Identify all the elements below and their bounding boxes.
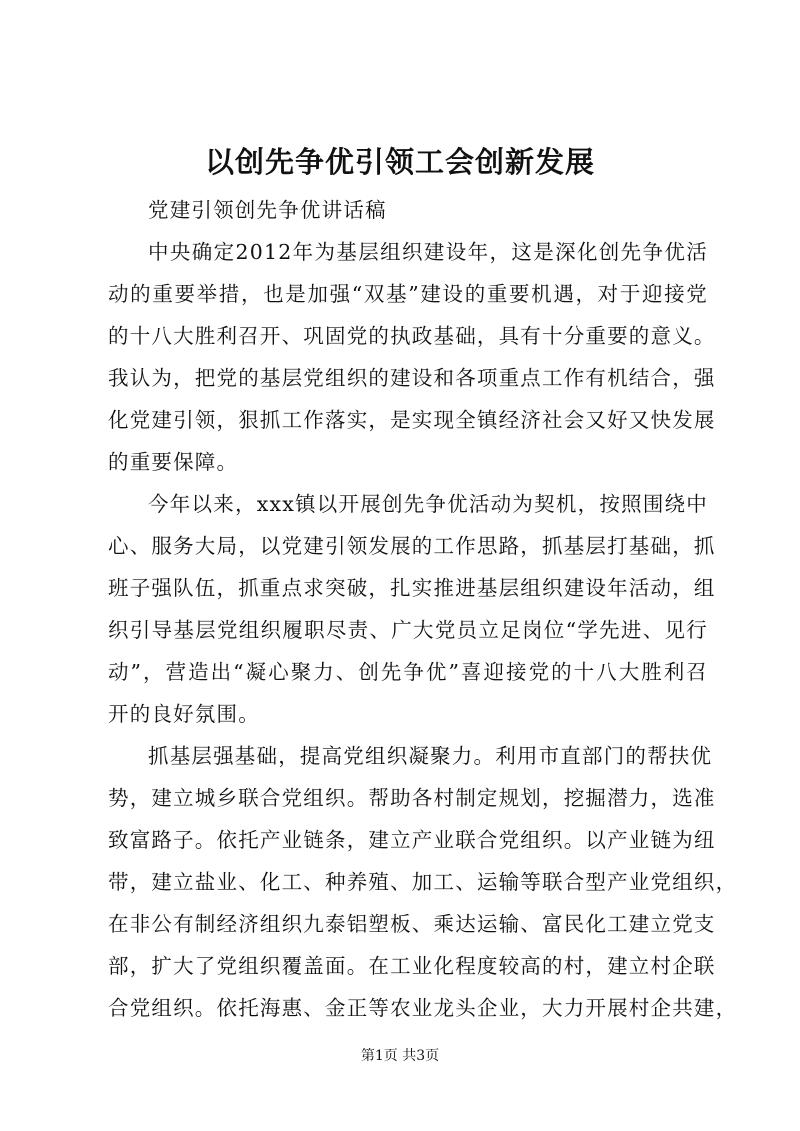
paragraph-1-line-3: 的十八大胜利召开、巩固党的执政基础，具有十分重要的意义。 (108, 324, 716, 348)
paragraph-3-line-6: 部，扩大了党组织覆盖面。在工业化程度较高的村，建立村企联 (108, 954, 716, 978)
page-number-footer: 第1页 共3页 (360, 1048, 440, 1064)
paragraph-3-line-1: 抓基层强基础，提高党组织凝聚力。利用市直部门的帮扶优 (148, 744, 713, 768)
subtitle-line: 党建引领创先争优讲话稿 (148, 198, 387, 222)
paragraph-2-line-3: 班子强队伍，抓重点求突破，扎实推进基层组织建设年活动，组 (108, 576, 716, 600)
paragraph-3-line-7: 合党组织。依托海惠、金正等农业龙头企业，大力开展村企共建， (108, 996, 738, 1020)
paragraph-2-line-5: 动”，营造出“凝心聚力、创先争优”喜迎接党的十八大胜利召 (108, 660, 708, 684)
paragraph-2-line-6: 开的良好氛围。 (108, 702, 260, 726)
paragraph-3-line-4: 带，建立盐业、化工、种养殖、加工、运输等联合型产业党组织， (108, 870, 738, 894)
paragraph-1-line-6: 的重要保障。 (108, 450, 239, 474)
paragraph-2-line-2: 心、服务大局，以党建引领发展的工作思路，抓基层打基础，抓 (108, 534, 716, 558)
paragraph-1-line-4: 我认为，把党的基层党组织的建设和各项重点工作有机结合，强 (108, 366, 716, 390)
paragraph-3-line-5: 在非公有制经济组织九泰铝塑板、乘达运输、富民化工建立党支 (108, 912, 716, 936)
document-title: 以创先争优引领工会创新发展 (204, 145, 595, 179)
paragraph-2-line-1: 今年以来，xxx镇以开展创先争优活动为契机，按照围绕中 (148, 492, 708, 516)
paragraph-2-line-4: 织引导基层党组织履职尽责、广大党员立足岗位“学先进、见行 (108, 618, 708, 642)
paragraph-3-line-2: 势，建立城乡联合党组织。帮助各村制定规划，挖掘潜力，选准 (108, 786, 716, 810)
paragraph-1-line-1: 中央确定2012年为基层组织建设年，这是深化创先争优活 (148, 240, 708, 264)
paragraph-3-line-3: 致富路子。依托产业链条，建立产业联合党组织。以产业链为纽 (108, 828, 716, 852)
paragraph-1-line-5: 化党建引领，狠抓工作落实，是实现全镇经济社会又好又快发展 (108, 408, 716, 432)
paragraph-1-line-2: 动的重要举措，也是加强“双基”建设的重要机遇，对于迎接党 (108, 282, 708, 306)
